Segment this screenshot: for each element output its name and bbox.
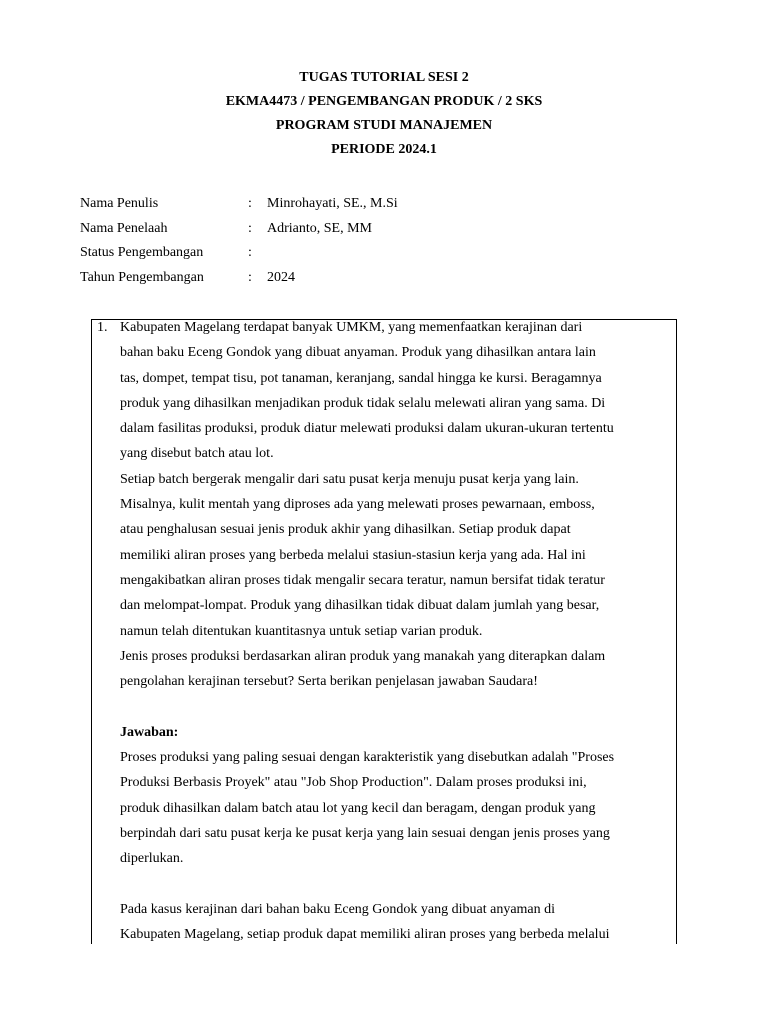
meta-value: Minrohayati, SE., M.Si (267, 196, 398, 211)
text-line: bahan baku Eceng Gondok yang dibuat anyaman. Produk yang dihasilkan antara lain (120, 345, 596, 361)
text-line: yang disebut batch atau lot. (120, 446, 274, 462)
text-line: Pada kasus kerajinan dari bahan baku Eceng Gondok yang dibuat anyaman di (120, 901, 556, 917)
document-heading (0, 66, 768, 162)
heading-program: PROGRAM STUDI MANAJEMEN (275, 118, 493, 133)
text-line: namun telah ditentukan kuantitasnya untuk setiap varian produk. (120, 623, 483, 639)
meta-row-year (80, 266, 680, 291)
meta-label: Tahun Pengembangan (80, 270, 204, 286)
text-line: tas, dompet, tempat tisu, pot tanaman, keranjang, sandal hingga ke kursi. Beragamnya (120, 370, 602, 386)
meta-colon: : (248, 220, 252, 236)
text-line: dalam fasilitas produksi, produk diatur melewati produksi dalam ukuran-ukuran tertentu (120, 421, 614, 437)
question-text (120, 320, 672, 944)
text-line: Jenis proses produksi berdasarkan aliran produk yang manakah yang diterapkan dalam (120, 648, 606, 664)
text-line: Kabupaten Magelang, setiap produk dapat memiliki aliran proses yang berbeda melalui (120, 927, 610, 943)
heading-period: PERIODE 2024.1 (331, 142, 437, 157)
text-line: Setiap batch bergerak mengalir dari satu pusat kerja menuju pusat kerja yang lain. (120, 471, 579, 487)
text-line: Kabupaten Magelang terdapat banyak UMKM, yang memenfaatkan kerajinan dari (120, 320, 583, 335)
text-line: pengolahan kerajinan tersebut? Serta berikan penjelasan jawaban Saudara! (120, 674, 538, 690)
meta-row-author (80, 192, 680, 217)
text-line: produk dihasilkan dalam batch atau lot yang kecil dan beragam, dengan produk yang (120, 800, 596, 816)
answer-heading: Jawaban: (120, 724, 179, 740)
text-line: Produksi Berbasis Proyek" atau "Job Shop Production". Dalam proses produksi ini, (120, 775, 587, 791)
meta-value: Adrianto, SE, MM (267, 220, 372, 236)
text-line: produk yang dihasilkan menjadikan produk tidak selalu melewati aliran yang sama. Di (120, 395, 606, 411)
text-line: atau penghalusan sesuai jenis produk akhir yang dihasilkan. Setiap produk dapat (120, 522, 571, 538)
meta-value: 2024 (267, 270, 295, 286)
meta-colon: : (248, 270, 252, 286)
heading-title: TUGAS TUTORIAL SESI 2 (299, 70, 469, 85)
text-line: diperlukan. (120, 851, 184, 867)
text-line: berpindah dari satu pusat kerja ke pusat kerja yang lain sesuai dengan jenis proses yang (120, 825, 610, 841)
meta-label: Nama Penulis (80, 196, 159, 211)
meta-colon: : (248, 245, 252, 261)
meta-row-status (80, 241, 680, 266)
text-line: Proses produksi yang paling sesuai dengan karakteristik yang disebutkan adalah "Proses (120, 750, 615, 766)
text-line (120, 699, 672, 724)
meta-row-reviewer (80, 217, 680, 242)
question-number: 1. (97, 320, 108, 335)
meta-label: Status Pengembangan (80, 245, 204, 261)
heading-course: EKMA4473 / PENGEMBANGAN PRODUK / 2 SKS (225, 94, 543, 109)
text-line: mengakibatkan aliran proses tidak mengalir secara teratur, namun bersifat tidak teratur (120, 572, 605, 588)
text-line: dan melompat-lompat. Produk yang dihasilkan tidak dibuat dalam jumlah yang besar, (120, 598, 600, 614)
text-line: memiliki aliran proses yang berbeda melalui stasiun-stasiun kerja yang ada. Hal ini (120, 547, 586, 563)
text-line: Misalnya, kulit mentah yang diproses ada yang melewati proses pewarnaan, emboss, (120, 497, 595, 513)
meta-colon: : (248, 196, 252, 211)
metadata-table (80, 192, 680, 291)
meta-label: Nama Penelaah (80, 220, 168, 236)
question-box (91, 319, 677, 944)
text-line (120, 877, 672, 902)
